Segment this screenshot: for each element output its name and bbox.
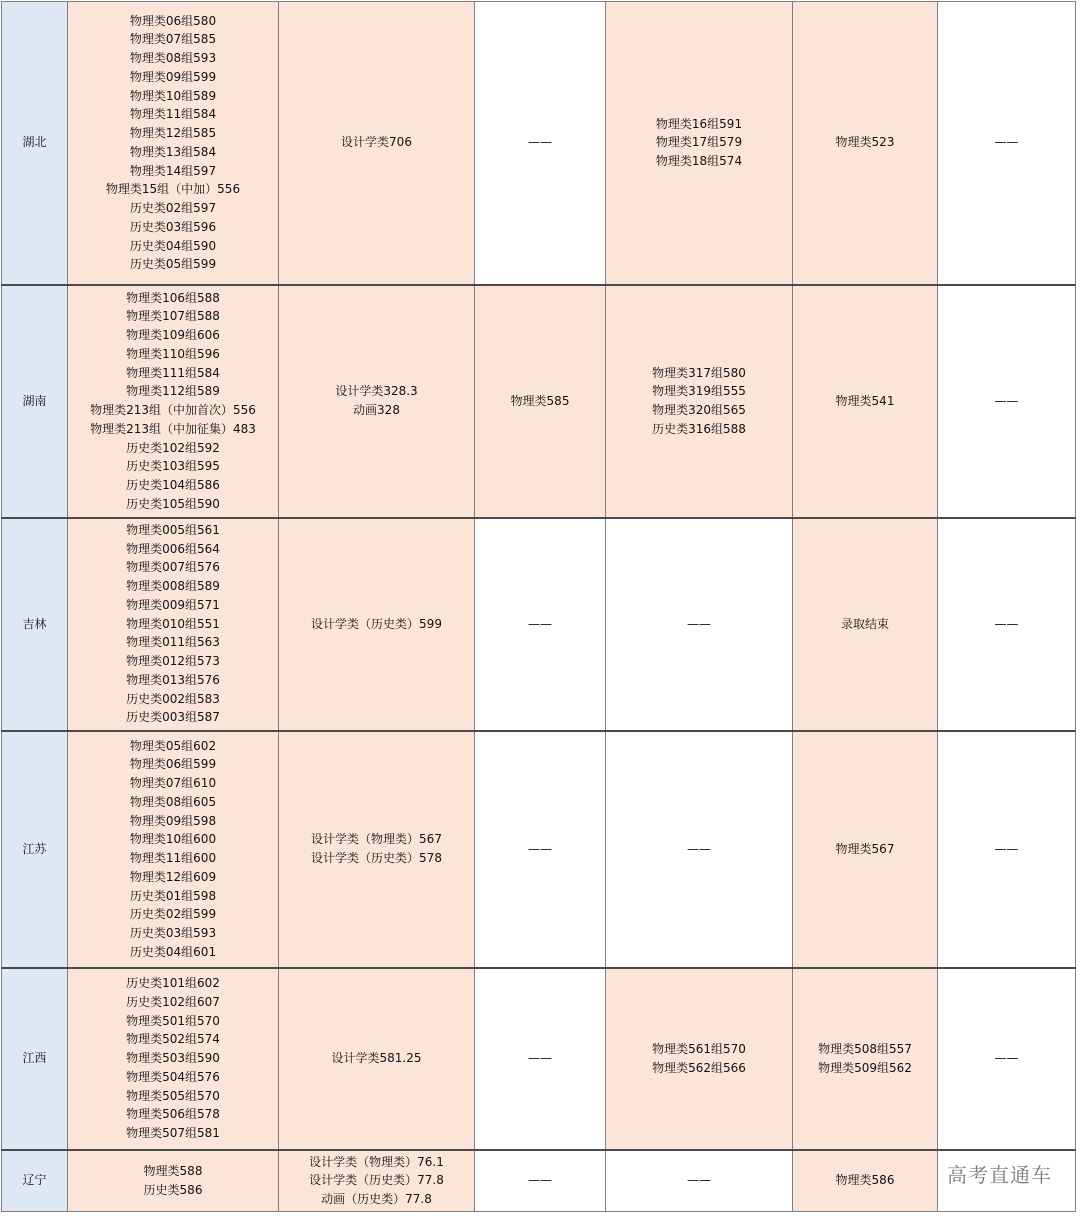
cell-line: 物理类561组570 [652,1041,746,1056]
cell-line: —— [687,1173,711,1188]
cell-line: 物理类501组570 [126,1013,220,1028]
cell-line: 设计学类（物理类）567 [311,832,442,847]
cell-line: 物理类13组584 [129,144,217,159]
cell-line: 历史类05组599 [129,257,217,272]
score-cell-col5 [793,518,938,731]
province-label: 湖北 [22,135,47,150]
cell-line: 物理类588 [143,1164,203,1178]
cell-line: 历史类102组607 [126,994,220,1009]
score-cell-col3 [475,1150,606,1212]
cell-line: 设计学类（历史类）77.8 [309,1173,444,1188]
cell-line: 物理类107组588 [126,309,220,324]
cell-line: 物理类586 [835,1173,895,1188]
cell-line: 物理类08组593 [129,51,217,65]
cell-line: —— [994,616,1019,631]
cell-line: 设计学类328.3 [335,384,418,399]
score-cell-col6 [938,285,1076,518]
cell-line: 物理类10组589 [129,88,217,103]
cell-line: 录取结束 [840,616,889,631]
cell-line: 物理类12组585 [129,126,217,140]
cell-line: 设计学类581.25 [331,1051,422,1066]
cell-line: 物理类005组561 [126,522,220,537]
province-label: 吉林 [22,616,47,631]
score-cell-col6 [938,518,1076,731]
score-cell-col6 [938,968,1076,1150]
cell-line: 物理类09组599 [129,69,217,84]
cell-line: 设计学类（物理类）76.1 [309,1154,444,1169]
cell-line: 物理类010组551 [126,616,220,631]
province-label: 湖南 [22,393,47,408]
cell-line: 设计学类706 [341,135,412,150]
province-cell [2,518,68,731]
cell-line: 物理类011组563 [126,635,220,650]
cell-line: 物理类585 [510,393,570,408]
cell-line: 物理类09组598 [129,813,217,828]
major-group-scores-cell [68,285,279,518]
art-major-scores-cell [279,1150,475,1212]
admission-score-table [1,1,1076,1212]
cell-line: 历史类101组602 [126,976,220,991]
cell-line: —— [528,616,552,631]
table-body [2,2,1076,1212]
score-cell-col5 [793,731,938,968]
cell-line: 物理类506组578 [126,1107,220,1122]
cell-line: 历史类316组588 [652,421,746,436]
score-cell-col5 [793,2,938,285]
cell-line: 物理类110组596 [126,346,220,361]
cell-line: 历史类003组587 [126,710,220,725]
cell-line: 物理类11组584 [129,107,217,122]
cell-line: 历史类102组592 [126,440,220,455]
score-cell-col5 [793,1150,938,1212]
cell-line: 物理类523 [835,135,895,150]
cell-line: 物理类11组600 [129,851,217,865]
cell-line: 物理类07组610 [129,776,217,790]
cell-line: 历史类01组598 [129,888,217,903]
province-cell [2,968,68,1150]
cell-line: 物理类505组570 [126,1088,220,1103]
cell-line: 物理类006组564 [126,541,220,556]
cell-line: 物理类012组573 [126,654,220,669]
cell-line: 设计学类（历史类）599 [311,616,442,631]
art-major-scores-cell [279,2,475,285]
cell-line: —— [528,135,552,150]
cell-line: 物理类112组589 [126,384,220,399]
cell-line: 物理类111组584 [126,365,220,380]
art-major-scores-cell [279,285,475,518]
cell-line: 物理类567 [835,841,895,856]
cell-line: —— [528,1173,552,1188]
cell-line: 物理类007组576 [126,560,220,575]
cell-line: 历史类03组596 [129,219,217,234]
cell-line: 历史类104组586 [126,478,220,492]
major-group-scores-cell [68,2,279,285]
cell-line: 物理类106组588 [126,290,220,305]
score-cell-col4 [606,731,793,968]
major-group-scores-cell [68,731,279,968]
score-cell-col3 [475,2,606,285]
score-cell-col4 [606,1150,793,1212]
cell-line: 历史类586 [143,1182,203,1197]
cell-line: 物理类05组602 [129,738,217,753]
cell-line: 物理类109组606 [126,328,220,342]
score-cell-col3 [475,731,606,968]
cell-line: 物理类18组574 [655,154,743,169]
score-cell-col3 [475,285,606,518]
province-cell [2,1150,68,1212]
cell-line: 物理类013组576 [126,672,220,687]
table-row [2,1150,1076,1212]
cell-line: 物理类320组565 [652,403,746,417]
cell-line: —— [687,616,711,631]
cell-line: 物理类504组576 [126,1069,220,1084]
cell-line: 物理类503组590 [126,1051,220,1066]
cell-line: 历史类03组593 [129,926,217,940]
score-cell-col5 [793,285,938,518]
province-label: 江苏 [22,841,47,856]
art-major-scores-cell [279,518,475,731]
score-cell-col6 [938,2,1076,285]
cell-line: 物理类009组571 [126,597,220,612]
score-cell-col3 [475,518,606,731]
cell-line: 物理类507组581 [126,1126,220,1141]
major-group-scores-cell [68,1150,279,1212]
score-cell-col4 [606,285,793,518]
table-row [2,731,1076,968]
cell-line: —— [994,393,1019,408]
province-cell [2,2,68,285]
cell-line: 物理类508组557 [818,1041,912,1056]
cell-line: 物理类14组597 [129,163,217,178]
major-group-scores-cell [68,518,279,731]
cell-line: —— [994,135,1019,150]
cell-line: 历史类02组599 [129,907,217,922]
cell-line: 物理类319组555 [652,384,746,399]
cell-line: 物理类502组574 [126,1032,220,1047]
cell-line: 物理类213组（中加首次）556 [90,403,256,417]
cell-line: 物理类213组（中加征集）483 [90,421,256,436]
cell-line: 历史类105组590 [126,496,220,511]
cell-line: —— [528,1051,552,1066]
score-cell-col4 [606,2,793,285]
table-row [2,518,1076,731]
table-row [2,285,1076,518]
cell-line: —— [687,841,711,856]
major-group-scores-cell [68,968,279,1150]
cell-line: 物理类06组580 [129,13,217,28]
table-row [2,2,1076,285]
cell-line: 物理类12组609 [129,869,217,884]
cell-line: 物理类17组579 [655,135,743,150]
score-cell-col6 [938,731,1076,968]
province-cell [2,285,68,518]
watermark-text: 高考直通车 [947,1163,1052,1187]
cell-line: 物理类509组562 [818,1060,912,1075]
cell-line: 动画（历史类）77.8 [321,1192,432,1207]
score-cell-col3 [475,968,606,1150]
cell-line: 历史类04组601 [129,944,217,959]
province-label: 江西 [22,1051,47,1066]
cell-line: 物理类562组566 [652,1060,746,1075]
cell-line: 物理类317组580 [652,365,746,380]
cell-line: 物理类08组605 [129,794,217,809]
cell-line: —— [528,841,552,856]
cell-line: 物理类10组600 [129,832,217,847]
cell-line: 历史类103组595 [126,459,220,474]
score-cell-col4 [606,518,793,731]
cell-line: 历史类04组590 [129,238,217,253]
cell-line: 历史类02组597 [129,201,217,215]
table-row [2,968,1076,1150]
cell-line: 物理类541 [835,393,895,408]
score-cell-col5 [793,968,938,1150]
cell-line: —— [994,1051,1019,1066]
cell-line: 物理类008组589 [126,579,220,594]
province-cell [2,731,68,968]
cell-line: 物理类06组599 [129,757,217,772]
score-cell-col4 [606,968,793,1150]
cell-line: 物理类15组（中加）556 [105,182,241,197]
cell-line: 物理类16组591 [655,116,743,131]
cell-line: 历史类002组583 [126,691,220,706]
province-label: 辽宁 [22,1173,47,1188]
cell-line: 设计学类（历史类）578 [311,851,442,865]
cell-line: 物理类07组585 [129,32,217,47]
cell-line: 动画328 [353,403,400,417]
cell-line: —— [994,841,1019,856]
art-major-scores-cell [279,731,475,968]
art-major-scores-cell [279,968,475,1150]
